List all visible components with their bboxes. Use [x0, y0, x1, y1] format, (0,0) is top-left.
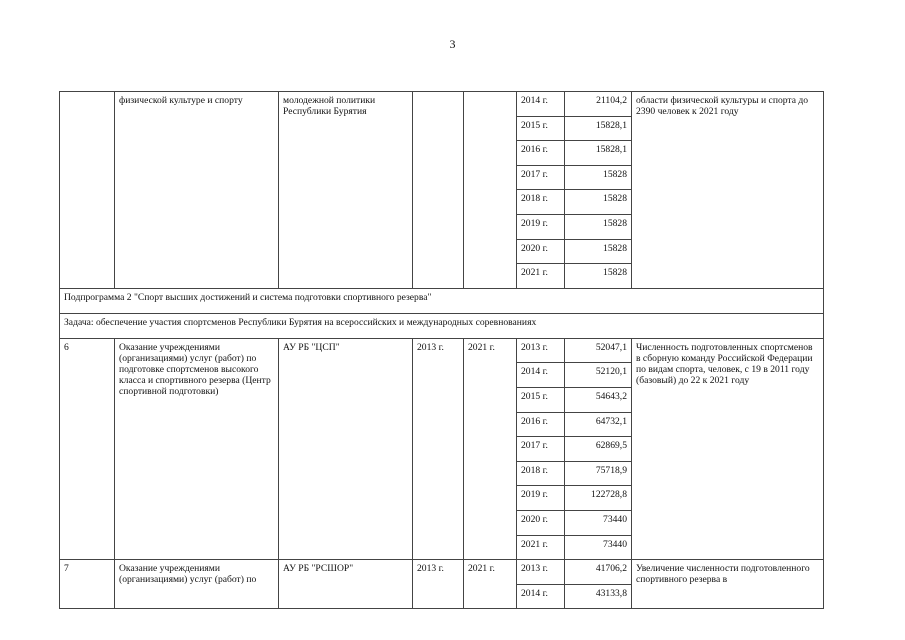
funding-year: 2015 г. — [517, 116, 565, 141]
funding-year: 2013 г. — [517, 560, 565, 585]
program-table — [59, 91, 824, 609]
table-row — [60, 288, 824, 313]
funding-year: 2020 г. — [517, 510, 565, 535]
funding-year: 2013 г. — [517, 338, 565, 363]
funding-year: 2019 г. — [517, 486, 565, 511]
funding-value: 43133,8 — [565, 584, 632, 609]
funding-value: 73440 — [565, 535, 632, 560]
end-year: 2021 г. — [464, 338, 517, 559]
funding-value: 15828 — [565, 165, 632, 190]
funding-value: 73440 — [565, 510, 632, 535]
funding-year: 2016 г. — [517, 141, 565, 166]
funding-year: 2019 г. — [517, 214, 565, 239]
funding-value: 15828 — [565, 214, 632, 239]
funding-year: 2018 г. — [517, 461, 565, 486]
funding-value: 21104,2 — [565, 92, 632, 117]
task-title: Задача: обеспечение участия спортсменов Республики Бурятия на всероссийских и международных соревнованиях — [60, 313, 824, 338]
activity-name: Оказание учреждениями (организациями) услуг (работ) по подготовке спортсменов высокого класса и спортивного резерва (Центр спортивной подготовки) — [115, 338, 279, 559]
activity-name: физической культуре и спорту — [115, 92, 279, 289]
funding-year: 2020 г. — [517, 239, 565, 264]
expected-result: области физической культуры и спорта до 2390 человек к 2021 году — [632, 92, 824, 289]
expected-result: Численность подготовленных спортсменов в сборную команду Российской Федерации по видам спорта, человек, с 19 в 2011 году (базовый) до 22 к 2021 году — [632, 338, 824, 559]
funding-year: 2017 г. — [517, 437, 565, 462]
funding-value: 52120,1 — [565, 363, 632, 388]
funding-value: 15828 — [565, 190, 632, 215]
start-year: 2013 г. — [413, 338, 464, 559]
start-year — [413, 92, 464, 289]
funding-value: 52047,1 — [565, 338, 632, 363]
table-row — [60, 338, 824, 363]
expected-result: Увеличение численности подготовленного спортивного резерва в — [632, 560, 824, 609]
end-year — [464, 92, 517, 289]
executor: молодежной политики Республики Бурятия — [279, 92, 413, 289]
funding-value: 54643,2 — [565, 387, 632, 412]
executor: АУ РБ "ЦСП" — [279, 338, 413, 559]
page-number: 3 — [449, 37, 456, 51]
funding-year: 2014 г. — [517, 92, 565, 117]
table-row — [60, 560, 824, 585]
funding-year: 2014 г. — [517, 363, 565, 388]
executor: АУ РБ "РСШОР" — [279, 560, 413, 609]
funding-value: 75718,9 — [565, 461, 632, 486]
funding-year: 2018 г. — [517, 190, 565, 215]
funding-value: 64732,1 — [565, 412, 632, 437]
funding-value: 41706,2 — [565, 560, 632, 585]
funding-value: 15828 — [565, 264, 632, 289]
end-year: 2021 г. — [464, 560, 517, 609]
funding-value: 15828,1 — [565, 141, 632, 166]
row-number — [60, 92, 115, 289]
subprogram-title: Подпрограмма 2 "Спорт высших достижений и система подготовки спортивного резерва" — [60, 288, 824, 313]
funding-value: 62869,5 — [565, 437, 632, 462]
activity-name: Оказание учреждениями (организациями) услуг (работ) по — [115, 560, 279, 609]
funding-year: 2017 г. — [517, 165, 565, 190]
funding-value: 15828,1 — [565, 116, 632, 141]
funding-year: 2014 г. — [517, 584, 565, 609]
table-row — [60, 92, 824, 117]
funding-year: 2021 г. — [517, 535, 565, 560]
table-row — [60, 313, 824, 338]
row-number: 6 — [60, 338, 115, 559]
row-number: 7 — [60, 560, 115, 609]
funding-year: 2015 г. — [517, 387, 565, 412]
funding-year: 2016 г. — [517, 412, 565, 437]
funding-year: 2021 г. — [517, 264, 565, 289]
start-year: 2013 г. — [413, 560, 464, 609]
funding-value: 15828 — [565, 239, 632, 264]
funding-value: 122728,8 — [565, 486, 632, 511]
